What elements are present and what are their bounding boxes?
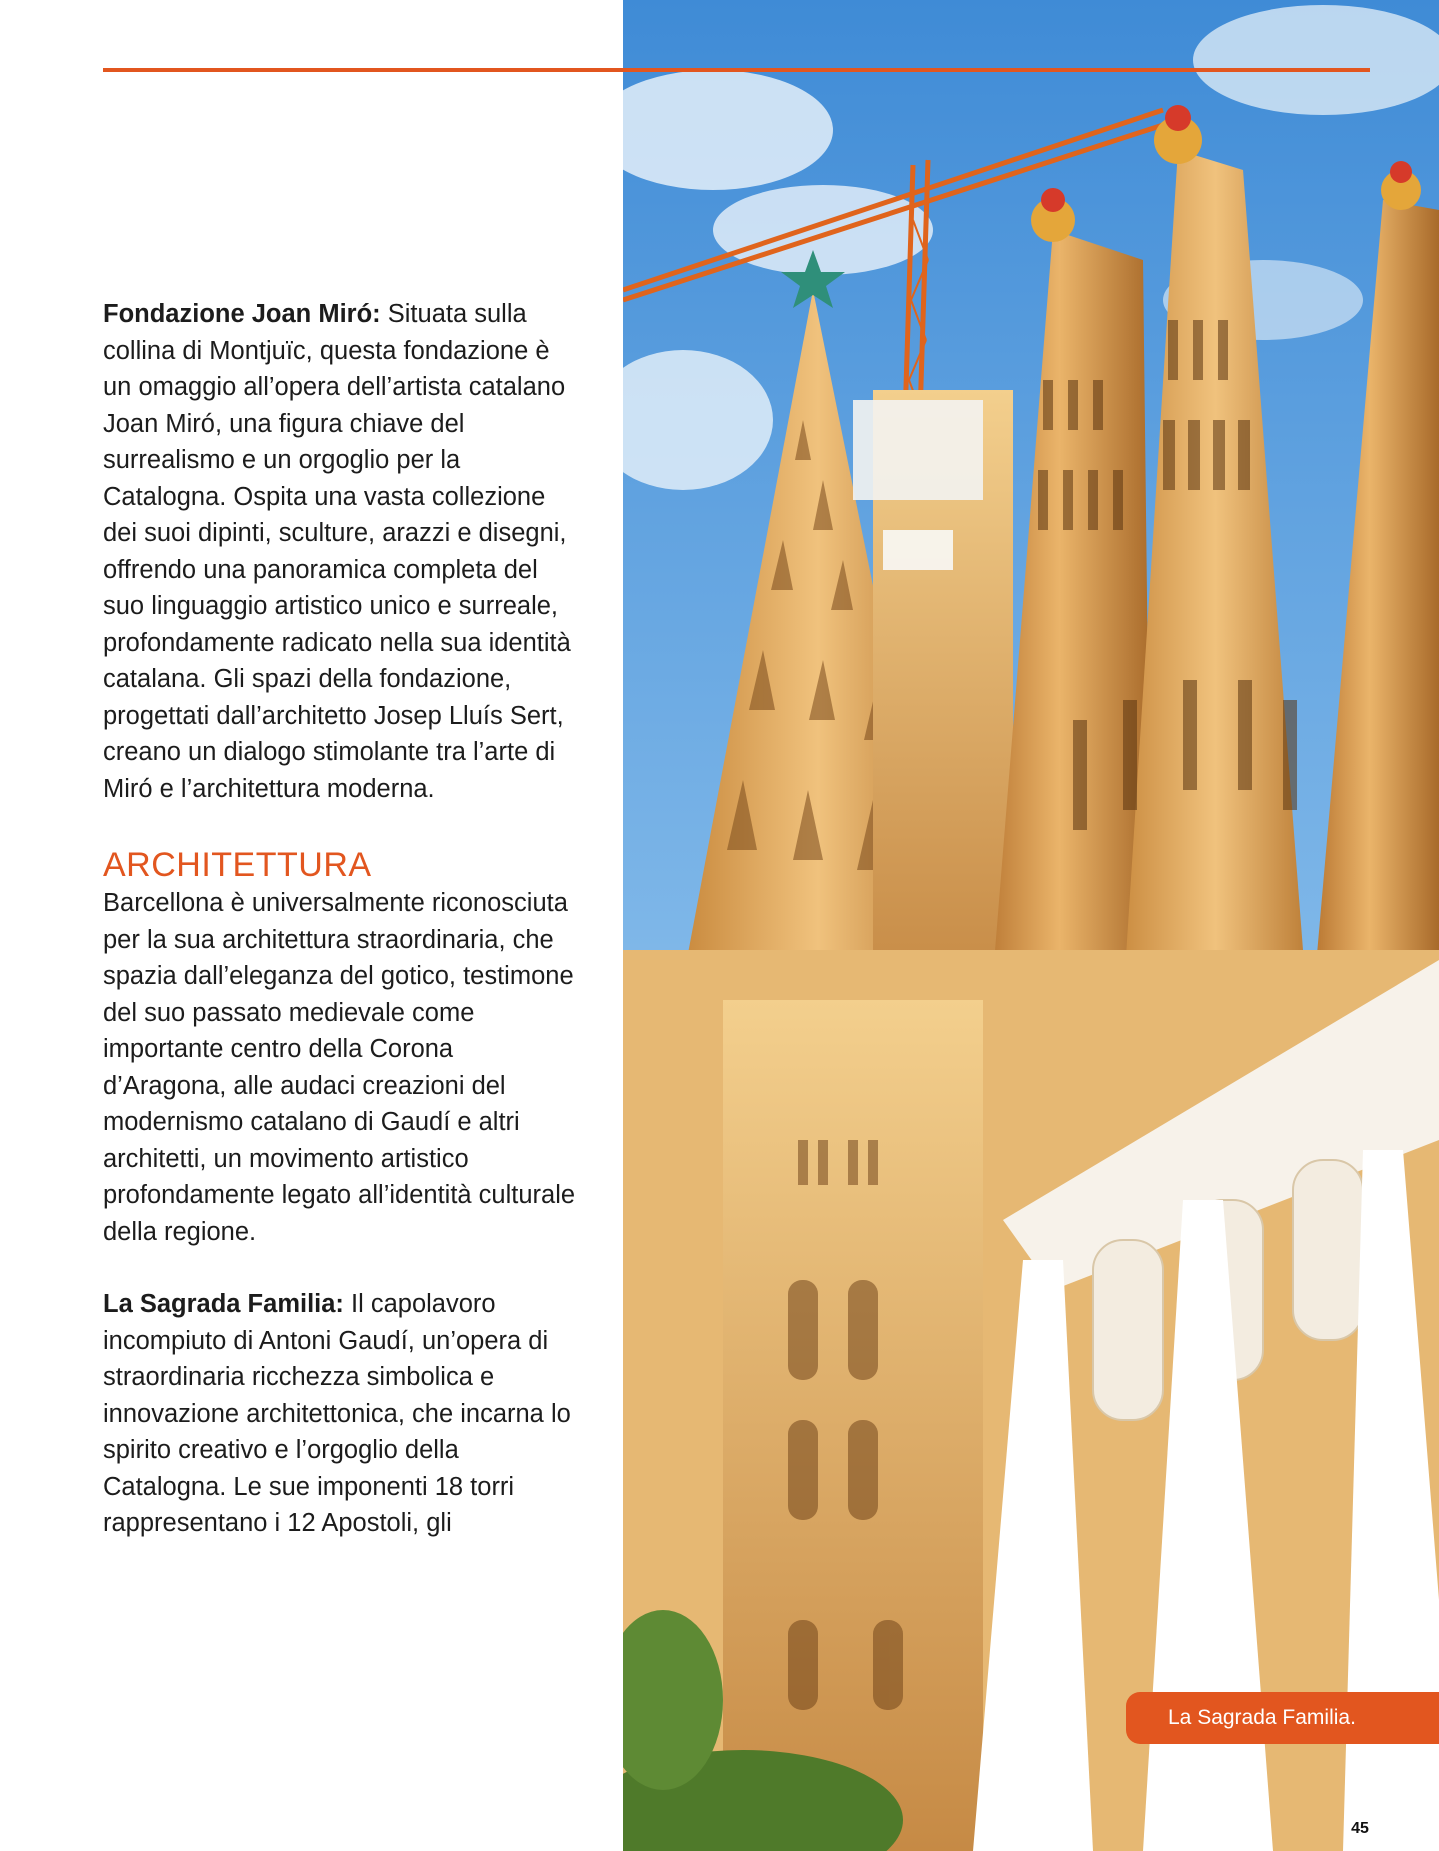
sagrada-label: La Sagrada Familia: bbox=[103, 1290, 344, 1318]
sagrada-paragraph bbox=[103, 1286, 581, 1542]
top-accent-rule bbox=[103, 68, 1370, 72]
sagrada-text: Il capolavoro incompiuto di Antoni Gaudí, un’opera di straordinaria ricchezza simbolica e innovazione architettonica, che incarna lo spirito creativo e l’orgoglio della Catalogna. Le sue imponenti 18 torri rappresentano i 12 Apostoli, gli bbox=[103, 1290, 571, 1537]
miro-paragraph bbox=[103, 296, 581, 807]
page-number: 45 bbox=[1351, 1820, 1369, 1837]
section-heading-architecture: ARCHITETTURA bbox=[103, 846, 372, 884]
miro-label: Fondazione Joan Miró: bbox=[103, 300, 381, 328]
architecture-paragraph: Barcellona è universalmente riconosciuta per la sua architettura straordinaria, che spazia dall’eleganza del gotico, testimone del suo passato medievale come importante centro della Corona d’Aragona, alle audaci creazioni del modernismo catalano di Gaudí e altri architetti, un movimento artistico profondamente legato all’identità culturale della regione. bbox=[103, 889, 576, 1246]
article-text-column bbox=[103, 296, 581, 1542]
photo-caption: La Sagrada Familia. bbox=[1126, 1692, 1439, 1744]
sagrada-familia-photo bbox=[623, 0, 1439, 1851]
miro-text: Situata sulla collina di Montjuïc, questa fondazione è un omaggio all’opera dell’artista catalano Joan Miró, una figura chiave del surrealismo e un orgoglio per la Catalogna. Ospita una vasta collezione dei suoi dipinti, sculture, arazzi e disegni, offrendo una panoramica completa del suo linguaggio artistico unico e surreale, profondamente radicato nella sua identità catalana. Gli spazi della fondazione, progettati dall’architetto Josep Lluís Sert, creano un dialogo stimolante tra l’arte di Miró e l’architettura moderna. bbox=[103, 300, 571, 803]
